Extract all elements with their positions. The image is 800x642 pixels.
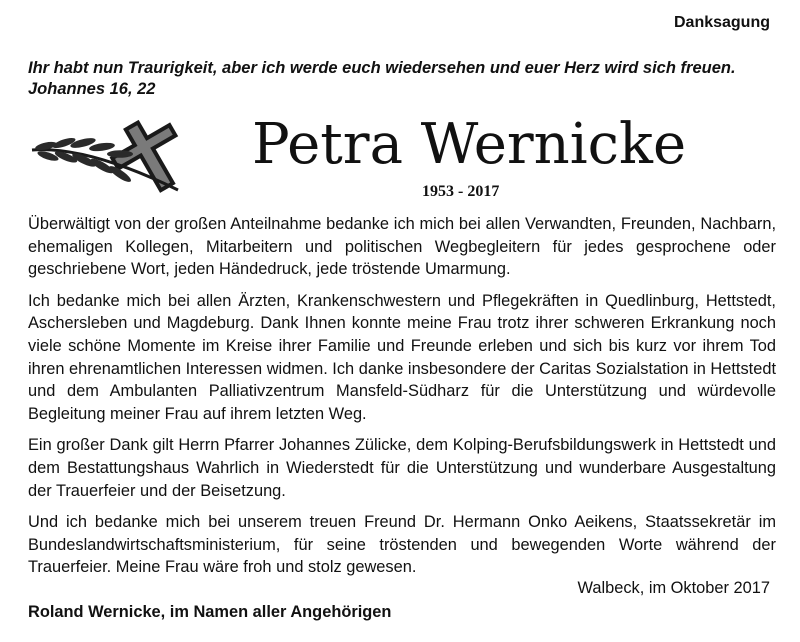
verse-quote: Ihr habt nun Traurigkeit, aber ich werde euch wiedersehen und euer Herz wird sich freuen. xyxy=(28,59,736,77)
paragraph: Überwältigt von der großen Anteilnahme bedanke ich mich bei allen Verwandten, Freunden, Nachbarn, ehemaligen Kollegen, Mitarbeitern und politischen Wegbegleitern für jedes gesprochene oder geschriebene Wort, jeden Händedruck, jede tröstende Umarmung. xyxy=(28,215,776,279)
paragraph: Und ich bedanke mich bei unserem treuen Freund Dr. Hermann Onko Aeikens, Staatssekretär im Bundeslandwirtschaftsministerium, für seine tröstenden und bewegenden Worte während der Trauerfeier. Meine Frau wäre froh und stolz gewesen. xyxy=(28,513,776,577)
notice-type-label: Danksagung xyxy=(673,14,770,31)
deceased-name: Petra Wernicke xyxy=(252,112,687,177)
verse-reference: Johannes 16, 22 xyxy=(28,80,156,98)
paragraph: Ein großer Dank gilt Herrn Pfarrer Johannes Zülicke, dem Kolping-Berufsbildungswerk in Hettstedt und dem Bestattungshaus Wahrlich in Wiederstedt für die Unterstützung und wunderbare Ausgestaltung der Trauerfeier und der Beisetzung. xyxy=(28,436,776,500)
paragraph: Ich bedanke mich bei allen Ärzten, Krankenschwestern und Pflegekräften in Quedlinburg, Hettstedt, Aschersleben und Magdeburg. Dank Ihnen konnte meine Frau trotz ihrer schweren Erkrankung noch viele schöne Momente im Kreise ihrer Familie und Freunde erleben und sich bis kurz vor ihrem Tod ihren ehrenamtlichen Interessen widmen. Ich danke insbesondere der Caritas Sozialstation in Hettstedt und dem Ambulanten Palliativzentrum Mansfeld-Südharz für die Unterstützung und würdevolle Begleitung meiner Frau auf ihrem letzten Weg. xyxy=(28,291,777,423)
bible-verse xyxy=(28,58,778,100)
place-date: Walbeck, im Oktober 2017 xyxy=(577,579,770,597)
cross-with-palm-branch-icon xyxy=(28,116,208,196)
signature: Roland Wernicke, im Namen aller Angehörigen xyxy=(28,603,392,621)
thank-you-text xyxy=(28,213,776,588)
life-years: 1953 - 2017 xyxy=(422,183,500,200)
